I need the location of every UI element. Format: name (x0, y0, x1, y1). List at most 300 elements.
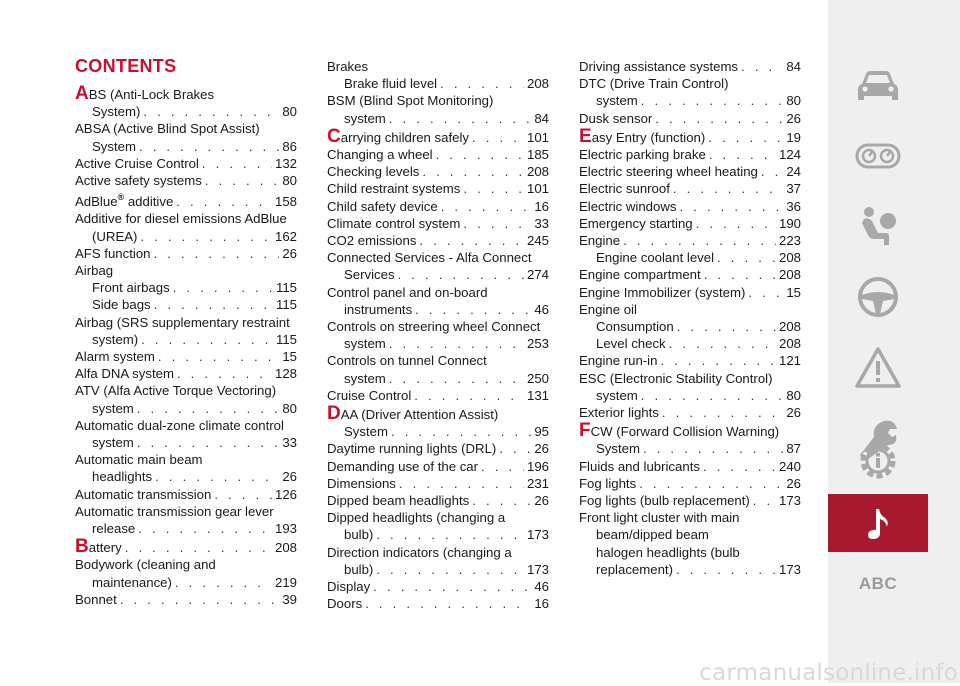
index-entry[interactable] (327, 387, 549, 404)
index-entry-text: Front light cluster with main (579, 510, 740, 526)
leader-dots (140, 228, 272, 245)
index-entry-text: Climate control system (327, 215, 461, 231)
index-entry[interactable] (579, 284, 801, 301)
index-entry[interactable] (75, 210, 297, 244)
index-entry-text: bulb) (344, 561, 374, 577)
index-entry[interactable] (327, 180, 549, 197)
index-entry-text: Active safety systems (75, 173, 202, 189)
page-number: 15 (786, 284, 801, 300)
leader-dots (761, 163, 783, 180)
index-entry[interactable] (75, 120, 297, 154)
index-entry-text: attery (88, 540, 122, 556)
page-number: 115 (275, 297, 297, 313)
index-entry-text: Controls on tunnel Connect (327, 353, 487, 369)
index-entry[interactable] (327, 75, 549, 92)
index-entry[interactable] (75, 83, 297, 120)
index-entry[interactable] (579, 318, 801, 335)
page-number: 223 (778, 233, 801, 249)
leader-dots (472, 129, 524, 146)
index-entry[interactable] (327, 440, 549, 457)
leader-dots (741, 58, 783, 75)
index-entry[interactable] (327, 403, 549, 440)
leader-dots (422, 163, 524, 180)
index-entry-text: system (92, 435, 134, 451)
index-entry[interactable] (75, 556, 297, 590)
index-entry-text: beam/dipped beam (596, 527, 709, 543)
index-entry[interactable] (579, 301, 801, 318)
page-number: 19 (786, 129, 801, 145)
page-number: 39 (282, 591, 297, 607)
page-number: 208 (778, 250, 801, 266)
index-entry-text: AFS function (75, 245, 151, 261)
leader-dots (391, 423, 531, 440)
index-entry[interactable] (327, 284, 549, 318)
chapter-tab-safety[interactable] (828, 198, 928, 256)
page-number: 173 (526, 561, 549, 577)
page-number: 46 (534, 301, 549, 317)
index-entry-text: ATV (Alfa Active Torque Vectoring) (75, 383, 277, 399)
page-number: 115 (275, 331, 297, 347)
index-entry[interactable] (579, 420, 801, 457)
index-entry[interactable] (579, 215, 801, 232)
index-entry[interactable] (75, 348, 297, 365)
index-entry[interactable] (579, 163, 801, 180)
leader-dots (141, 331, 273, 348)
chapter-tab-specifications[interactable] (828, 432, 928, 490)
index-entry[interactable] (75, 591, 297, 608)
page-number: 80 (282, 173, 297, 189)
leader-dots (419, 232, 524, 249)
index-entry-text: AA (Driver Attention Assist) (340, 407, 499, 423)
page-number: 36 (786, 198, 801, 214)
page-number: 173 (526, 527, 549, 543)
leader-dots (623, 232, 776, 249)
index-entry[interactable] (579, 110, 801, 127)
index-entry[interactable] (75, 172, 297, 189)
page-number: 162 (274, 228, 297, 244)
page-number: 240 (778, 458, 801, 474)
page-number: 173 (778, 561, 801, 577)
leader-dots (481, 458, 524, 475)
chapter-tab-warnings[interactable] (828, 339, 928, 397)
index-entry-text: Changing a wheel (327, 147, 433, 163)
index-entry[interactable] (579, 475, 801, 492)
chapter-tab-car[interactable] (828, 57, 928, 115)
leader-dots (158, 348, 279, 365)
index-entry[interactable] (75, 382, 297, 416)
index-letter: D (327, 403, 341, 425)
page-number: 26 (786, 110, 801, 126)
page-title: CONTENTS (75, 56, 177, 76)
index-entry-text: Exterior lights (579, 405, 659, 421)
index-entry-text: Bonnet (75, 591, 117, 607)
index-entry-text: Emergency starting (579, 215, 693, 231)
leader-dots (214, 486, 272, 503)
leader-dots (137, 434, 280, 451)
page-number: 24 (786, 164, 801, 180)
index-entry-text: Direction indicators (changing a (327, 544, 512, 560)
page-number: 16 (534, 198, 549, 214)
index-entry-text: replacement) (596, 561, 673, 577)
watermark: carmanualsonline.info (699, 660, 958, 686)
index-entry-text: Brakes (327, 59, 369, 74)
index-entry[interactable] (75, 245, 297, 262)
leader-dots (677, 318, 776, 335)
index-entry-text: Bodywork (cleaning and (75, 557, 216, 573)
index-entry-text: Checking levels (327, 164, 420, 180)
index-entry-text: Brake fluid level (344, 76, 438, 92)
page-number: 245 (526, 233, 549, 249)
leader-dots (440, 75, 524, 92)
index-entry-text: system (92, 400, 134, 416)
leader-dots (676, 561, 776, 578)
leader-dots (641, 92, 784, 109)
index-entry-text: AdBlue® additive (75, 192, 174, 210)
chapter-tab-multimedia[interactable] (828, 494, 928, 552)
page-number: 124 (778, 147, 801, 163)
index-entry-text: Daytime running lights (DRL) (327, 441, 497, 457)
index-entry-text: system (344, 370, 386, 386)
index-letter: F (579, 420, 591, 442)
leader-dots (177, 365, 272, 382)
index-entry[interactable] (327, 352, 549, 386)
index-entry[interactable] (75, 155, 297, 172)
index-entry[interactable] (579, 75, 801, 109)
page-number: 231 (526, 475, 549, 491)
index-entry[interactable] (579, 458, 801, 475)
index-entry-text: Electric parking brake (579, 147, 706, 163)
index-entry-text: Display (327, 579, 371, 595)
page-number: 46 (534, 579, 549, 595)
index-entry-text: release (92, 521, 136, 537)
index-entry-text: ESC (Electronic Stability Control) (579, 370, 773, 386)
leader-dots (703, 458, 776, 475)
index-entry-text: Engine (579, 233, 621, 249)
index-letter: A (75, 83, 89, 104)
index-entry[interactable] (75, 417, 297, 451)
page-number: 26 (786, 405, 801, 421)
page-number: 253 (526, 336, 549, 352)
page-number: 101 (526, 181, 549, 197)
leader-dots (176, 193, 272, 210)
page-number: 173 (778, 493, 801, 509)
index-entry-text: BSM (Blind Spot Monitoring) (327, 93, 494, 109)
leader-dots (655, 110, 783, 127)
index-entry[interactable] (579, 266, 801, 283)
index-entry-text: Airbag (SRS supplementary restraint (75, 314, 290, 330)
index-entry-text: Demanding use of the car (327, 458, 479, 474)
page-number: 196 (526, 458, 549, 474)
index-entry[interactable] (327, 249, 549, 283)
page-number: 26 (534, 493, 549, 509)
leader-dots (662, 404, 783, 421)
index-entry-text: system (344, 110, 386, 126)
index-entry-text: bulb) (344, 527, 374, 543)
index-entry-text: Engine oil (579, 301, 637, 317)
index-entry[interactable] (327, 146, 549, 163)
leader-dots (660, 352, 776, 369)
leader-dots (641, 387, 784, 404)
page-number: 26 (534, 441, 549, 457)
index-entry[interactable] (327, 475, 549, 492)
index-entry[interactable] (579, 58, 801, 75)
index-entry[interactable] (75, 189, 297, 210)
page-number: 208 (778, 267, 801, 283)
index-letter: C (327, 125, 341, 147)
leader-dots (125, 539, 272, 556)
index-entry[interactable] (327, 458, 549, 475)
index-entry[interactable] (327, 215, 549, 232)
leader-dots (463, 215, 531, 232)
leader-dots (704, 266, 776, 283)
leader-dots (753, 492, 776, 509)
index-entry-text: Engine coolant level (596, 250, 715, 266)
leader-dots (441, 198, 532, 215)
index-entry-text: DTC (Drive Train Control) (579, 76, 729, 92)
index-entry-text: system) (92, 331, 139, 347)
index-entry-text: Alarm system (75, 349, 155, 365)
index-entry[interactable] (579, 249, 801, 266)
index-entry-text: CW (Forward Collision Warning) (590, 424, 780, 440)
index-entry[interactable] (75, 451, 297, 485)
gear-info-icon (854, 437, 902, 485)
index-entry-text: BS (Anti-Lock Brakes (88, 87, 215, 102)
leader-dots (137, 400, 280, 417)
chapter-tab-instruments[interactable] (828, 127, 928, 185)
music-note-icon (854, 499, 902, 547)
index-entry-text: CO2 emissions (327, 233, 417, 249)
index-entry-text: ABSA (Active Blind Spot Assist) (75, 121, 260, 137)
index-entry-text: Electric steering wheel heating (579, 164, 758, 180)
index-entry-text: System (92, 138, 136, 154)
index-entry[interactable] (579, 180, 801, 197)
page-number: 193 (274, 521, 297, 537)
page-number: 84 (786, 59, 801, 74)
index-entry[interactable] (579, 509, 801, 578)
page-number: 87 (786, 441, 801, 457)
page-number: 86 (282, 138, 297, 154)
index-entry-text: Fog lights (579, 475, 637, 491)
index-entry-text: Electric windows (579, 198, 677, 214)
index-entry-text: Engine run-in (579, 353, 658, 369)
index-entry-text: Front airbags (92, 280, 170, 296)
dashboard-gauges-icon (854, 132, 902, 180)
leader-dots (154, 245, 280, 262)
index-entry[interactable] (75, 279, 297, 296)
index-entry[interactable] (579, 352, 801, 369)
index-entry-text: headlights (92, 469, 153, 485)
index-entry-text: maintenance) (92, 574, 172, 590)
leader-dots (414, 387, 524, 404)
leader-dots (389, 335, 524, 352)
leader-dots (399, 475, 524, 492)
page-number: 16 (534, 596, 549, 612)
page-number: 26 (282, 245, 297, 261)
index-entry-text: System) (92, 104, 141, 120)
index-entry[interactable] (327, 578, 549, 595)
page-number: 115 (275, 280, 297, 296)
index-entry-text: asy Entry (function) (591, 129, 706, 145)
page-number: 208 (778, 336, 801, 352)
leader-dots (708, 129, 783, 146)
index-entry-text: Cruise Control (327, 387, 412, 403)
index-entry-text: Additive for diesel emissions AdBlue (75, 211, 287, 227)
page-number: 121 (778, 353, 801, 369)
index-entry[interactable] (579, 335, 801, 352)
index-entry-text: Fluids and lubricants (579, 458, 700, 474)
index-letter: E (579, 125, 592, 147)
index-entry-text: Dipped headlights (changing a (327, 510, 506, 526)
index-entry-text: system (344, 336, 386, 352)
leader-dots (376, 526, 524, 543)
index-entry[interactable] (579, 125, 801, 147)
index-entry[interactable] (75, 262, 297, 279)
index-entry[interactable] (75, 314, 297, 348)
page-number: 208 (778, 319, 801, 335)
index-entry-text: System (596, 441, 640, 457)
page-number: 15 (282, 349, 297, 365)
page-number: 208 (274, 540, 297, 556)
index-entry-text: Child safety device (327, 198, 438, 214)
index-entry-text: Fog lights (bulb replacement) (579, 493, 750, 509)
page-number: 37 (786, 181, 801, 197)
index-entry-text: Level check (596, 336, 666, 352)
index-entry-text: Connected Services - Alfa Connect (327, 250, 532, 266)
leader-dots (748, 284, 783, 301)
leader-dots (373, 578, 531, 595)
leader-dots (679, 198, 783, 215)
page-number: 128 (274, 366, 297, 382)
index-entry-text: Dusk sensor (579, 110, 653, 126)
index-entry-text: system (596, 387, 638, 403)
index-entry-text: Side bags (92, 297, 151, 313)
index-entry-text: system (596, 93, 638, 109)
index-entry[interactable] (327, 544, 549, 578)
leader-dots (154, 296, 273, 313)
index-entry[interactable] (75, 365, 297, 382)
leader-dots (389, 370, 524, 387)
page-number: 132 (274, 155, 297, 171)
page-number: 158 (274, 194, 297, 210)
leader-dots (696, 215, 776, 232)
index-entry[interactable] (327, 92, 549, 126)
index-entry-text: Automatic transmission (75, 486, 212, 502)
leader-dots (138, 520, 272, 537)
leader-dots (173, 279, 273, 296)
index-entry[interactable] (579, 370, 801, 404)
leader-dots (415, 301, 531, 318)
page-number: 185 (526, 147, 549, 163)
index-entry[interactable] (327, 232, 549, 249)
page-number: 80 (786, 387, 801, 403)
index-entry-text: Alfa DNA system (75, 366, 174, 382)
index-entry-text: halogen headlights (bulb (596, 544, 740, 560)
page-number: 26 (786, 475, 801, 491)
page-number: 274 (526, 267, 549, 283)
leader-dots (639, 475, 783, 492)
airbag-person-icon (854, 203, 902, 251)
index-entry[interactable] (327, 198, 549, 215)
index-entry-text: Dipped beam headlights (327, 493, 470, 509)
chapter-tab-driving[interactable] (828, 268, 928, 326)
index-entry[interactable] (327, 163, 549, 180)
index-entry[interactable] (327, 58, 549, 75)
index-entry-text: Automatic main beam (75, 452, 203, 468)
alphabetical-index-tab[interactable]: ABC (858, 574, 898, 593)
leader-dots (365, 595, 531, 612)
leader-dots (143, 103, 279, 120)
page-number: 84 (534, 110, 549, 126)
index-entry-text: Controls on streering wheel Connect (327, 319, 541, 335)
page-number: 80 (282, 104, 297, 120)
index-entry[interactable] (327, 318, 549, 352)
index-entry[interactable] (579, 232, 801, 249)
index-entry[interactable] (579, 492, 801, 509)
index-entry[interactable] (75, 486, 297, 503)
leader-dots (709, 146, 776, 163)
index-entry[interactable] (579, 404, 801, 421)
page-number: 250 (526, 370, 549, 386)
index-entry-text: Active Cruise Control (75, 155, 199, 171)
leader-dots (436, 146, 524, 163)
leader-dots (398, 266, 524, 283)
index-entry[interactable] (579, 146, 801, 163)
index-entry[interactable] (75, 536, 297, 558)
index-entry-text: Driving assistance systems (579, 59, 739, 74)
page-number: 208 (526, 164, 549, 180)
index-entry-text: instruments (344, 301, 413, 317)
index-entry[interactable] (327, 595, 549, 612)
leader-dots (175, 574, 272, 591)
page-number: 190 (778, 215, 801, 231)
leader-dots (472, 492, 531, 509)
index-entry[interactable] (327, 125, 549, 147)
index-entry-text: Automatic dual-zone climate control (75, 417, 284, 433)
leader-dots (669, 335, 776, 352)
index-entry[interactable] (75, 296, 297, 313)
leader-dots (717, 249, 776, 266)
leader-dots (205, 172, 280, 189)
leader-dots (376, 561, 524, 578)
page-number: 80 (282, 400, 297, 416)
page-number: 95 (534, 424, 549, 440)
index-entry-text: Automatic transmission gear lever (75, 503, 274, 519)
page-number: 101 (526, 129, 549, 145)
page-number: 80 (786, 93, 801, 109)
index-entry[interactable] (75, 503, 297, 537)
leader-dots (139, 138, 279, 155)
index-entry[interactable] (327, 492, 549, 509)
index-entry-text: (UREA) (92, 228, 138, 244)
page-number: 126 (274, 486, 297, 502)
leader-dots (202, 155, 272, 172)
index-entry-text: System (344, 424, 388, 440)
page-number: 208 (526, 76, 549, 92)
index-entry[interactable] (327, 509, 549, 543)
index-entry-text: Consumption (596, 319, 674, 335)
car-icon (854, 62, 902, 110)
index-entry-text: Doors (327, 596, 363, 612)
leader-dots (643, 440, 783, 457)
index-entry-text: Electric sunroof (579, 181, 670, 197)
index-letter: B (75, 536, 89, 558)
page-number: 33 (282, 435, 297, 451)
index-entry-text: Dimensions (327, 475, 396, 491)
leader-dots (673, 180, 783, 197)
index-entry[interactable] (579, 198, 801, 215)
page-number: 33 (534, 215, 549, 231)
index-entry-text: Engine compartment (579, 267, 701, 283)
